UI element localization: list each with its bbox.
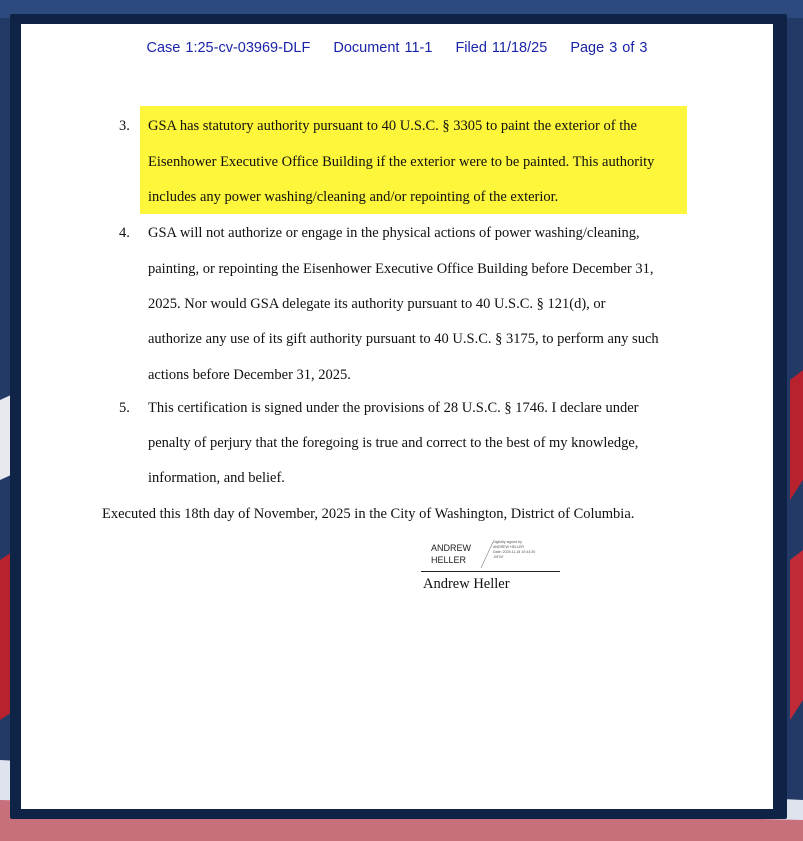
paragraph-line: This certification is signed under the provisions of 28 U.S.C. § 1746. I declare under	[148, 400, 639, 416]
paragraph-line: 2025. Nor would GSA delegate its authority pursuant to 40 U.S.C. § 121(d), or	[148, 296, 606, 312]
paragraph-line: GSA will not authorize or engage in the physical actions of power washing/cleaning,	[148, 225, 640, 241]
paragraph-number: 4.	[119, 225, 130, 241]
signature-meta-line: ANDREW HELLER	[493, 545, 524, 549]
paragraph-number: 5.	[119, 400, 130, 416]
execution-statement: Executed this 18th day of November, 2025 in the City of Washington, District of Columbia.	[102, 506, 635, 522]
signature-meta-line: Digitally signed by	[493, 540, 522, 544]
digital-signature-name	[431, 542, 471, 566]
document-number: Document 11-1	[333, 40, 433, 56]
signer-name-line: ANDREW	[431, 543, 471, 553]
signature-meta-line: Date: 2025.11.18 10:44:30	[493, 550, 536, 554]
case-header	[21, 40, 773, 56]
document-page	[21, 24, 773, 809]
signer-name-line: HELLER	[431, 555, 467, 565]
paragraph-line: information, and belief.	[148, 470, 285, 486]
paragraph-line: actions before December 31, 2025.	[148, 367, 351, 383]
signature-block	[421, 534, 621, 594]
page-indicator: Page 3 of 3	[570, 40, 648, 56]
paragraph-line: includes any power washing/cleaning and/or repointing of the exterior.	[148, 189, 559, 205]
paragraph-line: authorize any use of its gift authority pursuant to 40 U.S.C. § 3175, to perform any such	[148, 331, 659, 347]
signature-meta-line: -05'00'	[493, 555, 504, 559]
paragraph-line: penalty of perjury that the foregoing is true and correct to the best of my knowledge,	[148, 435, 639, 451]
case-number: Case 1:25-cv-03969-DLF	[146, 40, 311, 56]
paragraph-number: 3.	[119, 118, 130, 134]
printed-signer-name: Andrew Heller	[423, 576, 510, 592]
filed-date: Filed 11/18/25	[455, 40, 548, 56]
paragraph-line: painting, or repointing the Eisenhower Executive Office Building before December 31,	[148, 261, 654, 277]
paragraph-line: GSA has statutory authority pursuant to 40 U.S.C. § 3305 to paint the exterior of the	[148, 118, 637, 134]
digital-signature-meta	[493, 540, 563, 560]
paragraph-line: Eisenhower Executive Office Building if the exterior were to be painted. This authority	[148, 154, 655, 170]
signature-line	[421, 571, 560, 572]
